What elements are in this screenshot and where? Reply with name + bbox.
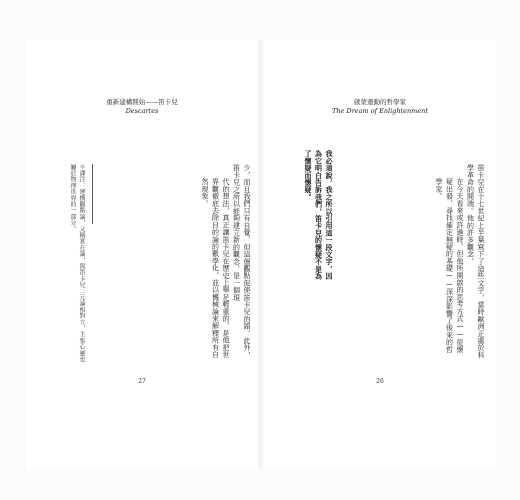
- footnote-rule: [92, 164, 93, 224]
- left-page-number: 27: [138, 378, 146, 385]
- left-page: [26, 40, 258, 470]
- right-header-chinese: 啟蒙運動的哲學家: [354, 98, 406, 106]
- left-page-header: [26, 98, 258, 116]
- right-header-english: The Dream of Enlightenment: [332, 107, 428, 115]
- right-page-header: [264, 98, 496, 116]
- right-paragraph: 在今天看來或許過時，但他所開啟的思考方式——從懷疑出發，尋找確定無疑的基礎——深深影響了後來的哲學家。: [435, 178, 464, 353]
- right-body-text: [346, 164, 486, 359]
- left-footnotes: [38, 164, 86, 364]
- right-page: [264, 40, 496, 470]
- footnote: ＊譯注：建構觀點論，又稱實在論，與笛卡兒二元論相對立，主張心靈也屬於物理世界的一部分。: [69, 164, 85, 363]
- right-paragraph: 笛卡兒在十七世紀上半葉寫下了這些文字，當時歐洲正處於科學革命的開端。他的許多觀念，: [466, 164, 485, 359]
- intro-paragraph: 我必須說，我之所以引用這一段文字，因為它明白告訴我們，笛卡兒的懷疑不是為了懷疑而懷疑。: [304, 150, 333, 280]
- left-body-text: [122, 164, 252, 364]
- book-gutter: [258, 40, 262, 470]
- right-page-number: 26: [376, 378, 384, 385]
- left-paragraph: 少，而且我們只有自覺，但這個觀點促使笛卡兒的錯，此外，笛卡兒之所以能夠建立新的觀念，是一個現: [232, 164, 251, 359]
- right-intro-quote: [276, 150, 334, 280]
- left-paragraph: 代的想法，真正讓笛卡兒在歷史上舉足輕重的，是他把世界觀徹底去除目的論的數學化，並以機械論來解釋所有自然現象。: [201, 178, 230, 358]
- left-header-chinese: 重新建構開始——笛卡兒: [106, 98, 178, 106]
- left-header-english: Descartes: [125, 107, 159, 115]
